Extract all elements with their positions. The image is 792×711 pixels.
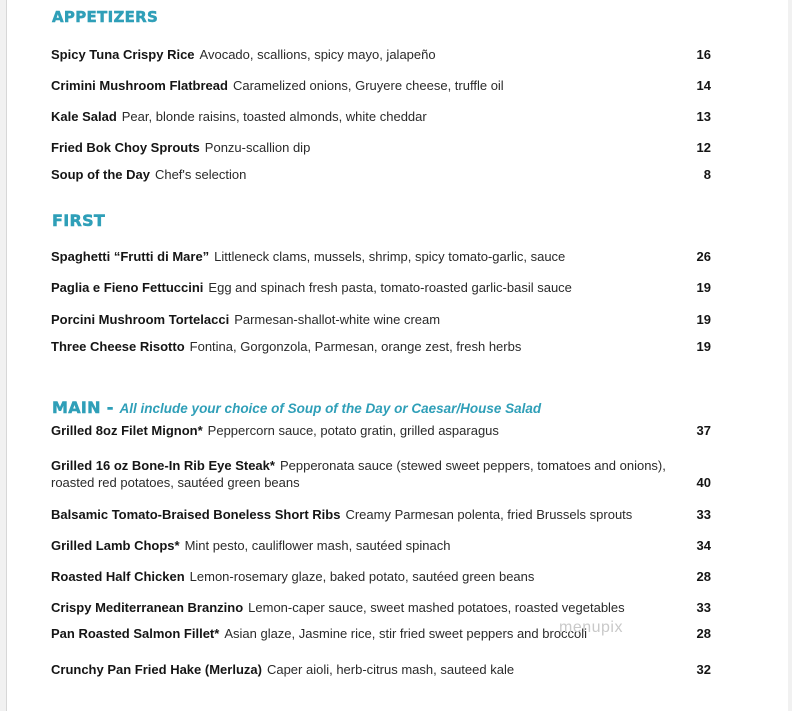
item-name: Pan Roasted Salmon Fillet*: [51, 626, 220, 641]
menu-item: [51, 279, 711, 296]
item-description: Pear, blonde raisins, toasted almonds, white cheddar: [121, 109, 427, 124]
item-price: 14: [696, 78, 711, 93]
item-name: Soup of the Day: [51, 167, 150, 182]
menu-item: [51, 506, 711, 523]
item-description: Mint pesto, cauliflower mash, sautéed spinach: [184, 538, 451, 553]
item-description: Peppercorn sauce, potato gratin, grilled asparagus: [207, 423, 499, 438]
item-name: Crispy Mediterranean Branzino: [51, 600, 244, 615]
item-description: Caper aioli, herb-citrus mash, sauteed kale: [266, 662, 515, 677]
item-description: Caramelized onions, Gruyere cheese, truffle oil: [232, 78, 504, 93]
item-description: Lemon-caper sauce, sweet mashed potatoes, roasted vegetables: [248, 600, 625, 615]
item-name: Kale Salad: [51, 109, 117, 124]
item-description: Creamy Parmesan polenta, fried Brussels sprouts: [345, 507, 633, 522]
item-description: Asian glaze, Jasmine rice, stir fried sweet peppers and broccoli: [224, 626, 588, 641]
item-price: 40: [696, 475, 711, 490]
first-heading: FIRST: [52, 211, 106, 230]
item-price: 19: [696, 312, 711, 327]
menu-item: [51, 457, 719, 491]
menu-page: [6, 0, 788, 711]
menu-item: [51, 166, 711, 183]
watermark-logo: menupix: [559, 619, 623, 636]
item-name: Crunchy Pan Fried Hake (Merluza): [51, 662, 262, 677]
item-name: Balsamic Tomato-Braised Boneless Short Ribs: [51, 507, 341, 522]
item-name: Grilled 8oz Filet Mignon*: [51, 423, 203, 438]
item-description-continued: roasted red potatoes, sautéed green beans: [51, 475, 300, 490]
menu-item: [51, 568, 711, 585]
item-description: Chef's selection: [154, 167, 247, 182]
item-price: 13: [696, 109, 711, 124]
item-name: Grilled 16 oz Bone-In Rib Eye Steak*: [51, 458, 275, 473]
appetizers-heading: APPETIZERS: [52, 8, 159, 26]
item-price: 34: [696, 538, 711, 553]
menu-item: [51, 661, 711, 678]
item-description: Fontina, Gorgonzola, Parmesan, orange zest, fresh herbs: [189, 339, 522, 354]
item-name: Roasted Half Chicken: [51, 569, 185, 584]
item-description: Pepperonata sauce (stewed sweet peppers, tomatoes and onions),: [279, 458, 666, 473]
item-name: Crimini Mushroom Flatbread: [51, 78, 228, 93]
item-name: Spaghetti “Frutti di Mare”: [51, 249, 210, 264]
menu-item: [51, 599, 711, 616]
menu-item: [51, 338, 711, 355]
menu-item: [51, 311, 711, 328]
item-price: 12: [696, 140, 711, 155]
item-price: 19: [696, 280, 711, 295]
menu-item: [51, 248, 711, 265]
item-name: Paglia e Fieno Fettuccini: [51, 280, 204, 295]
item-name: Grilled Lamb Chops*: [51, 538, 180, 553]
item-description: Lemon-rosemary glaze, baked potato, sautéed green beans: [189, 569, 535, 584]
item-price: 28: [696, 626, 711, 641]
item-price: 32: [696, 662, 711, 677]
item-description: Egg and spinach fresh pasta, tomato-roasted garlic-basil sauce: [208, 280, 572, 295]
menu-item: [51, 537, 711, 554]
item-price: 16: [696, 47, 711, 62]
item-price: 26: [696, 249, 711, 264]
item-name: Porcini Mushroom Tortelacci: [51, 312, 230, 327]
main-heading: [52, 398, 541, 417]
main-note: All include your choice of Soup of the Day or Caesar/House Salad: [119, 401, 542, 416]
item-price: 28: [696, 569, 711, 584]
item-name: Spicy Tuna Crispy Rice: [51, 47, 195, 62]
item-name: Fried Bok Choy Sprouts: [51, 140, 200, 155]
item-price: 8: [703, 167, 711, 182]
menu-item: [51, 77, 711, 94]
menu-item: [51, 108, 711, 125]
item-name: Three Cheese Risotto: [51, 339, 185, 354]
item-price: 33: [696, 507, 711, 522]
item-description: Littleneck clams, mussels, shrimp, spicy tomato-garlic, sauce: [214, 249, 566, 264]
main-title: MAIN -: [52, 398, 114, 417]
item-price: 37: [696, 423, 711, 438]
menu-item: [51, 422, 711, 439]
item-description: Ponzu-scallion dip: [204, 140, 311, 155]
item-price: 19: [696, 339, 711, 354]
menu-item: [51, 46, 711, 63]
item-description: Avocado, scallions, spicy mayo, jalapeño: [199, 47, 436, 62]
page-edge: [6, 0, 7, 711]
item-description: Parmesan-shallot-white wine cream: [234, 312, 441, 327]
item-price: 33: [696, 600, 711, 615]
menu-item: [51, 139, 711, 156]
